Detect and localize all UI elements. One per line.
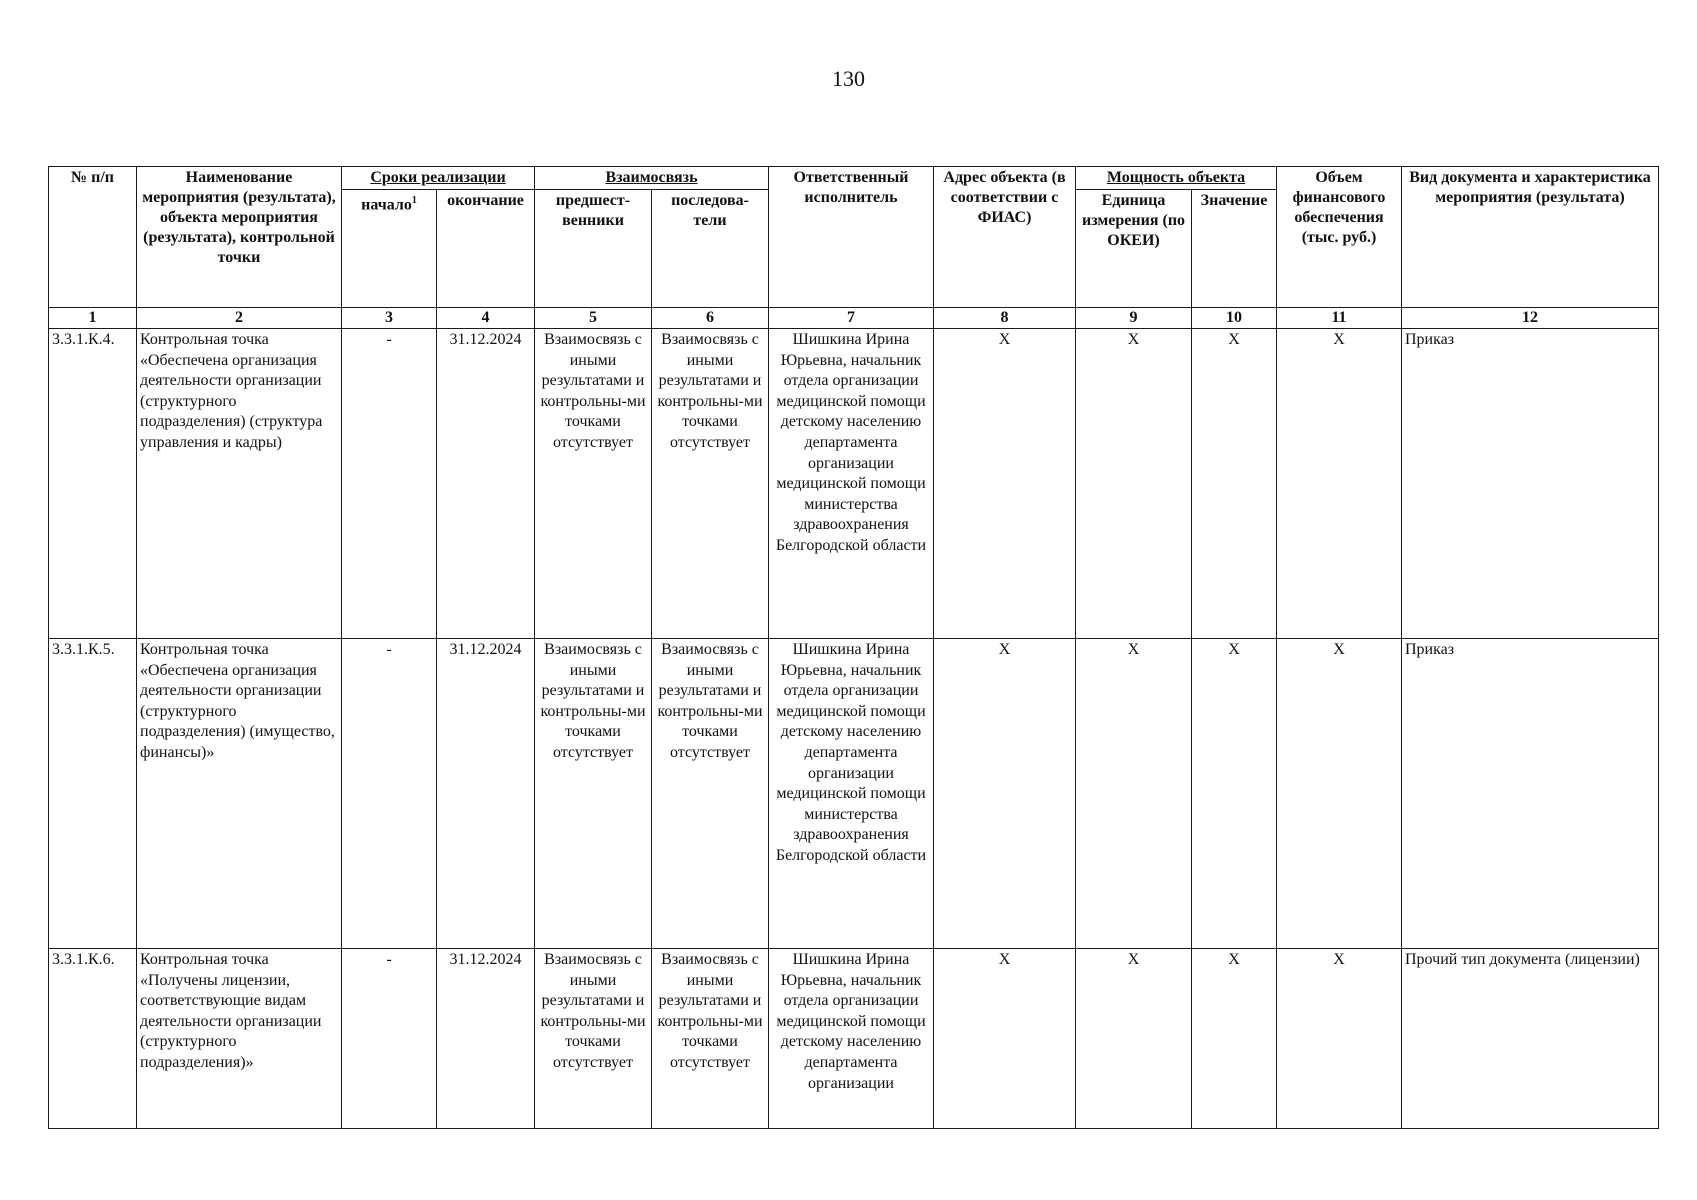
table-row — [49, 949, 1659, 1129]
header-row-1 — [49, 167, 1659, 190]
row-value: Х — [1192, 329, 1277, 639]
column-number: 11 — [1277, 308, 1402, 329]
row-responsible: Шишкина Ирина Юрьевна, начальник отдела организации медицинской помощи детскому населению департамента организации медицинской помощи министерства здравоохранения Белгородской области — [769, 639, 934, 949]
column-number: 7 — [769, 308, 934, 329]
header-name: Наименование мероприятия (результата), объекта мероприятия (результата), контрольной точки — [137, 167, 342, 308]
row-value: Х — [1192, 949, 1277, 1129]
row-successors: Взаимосвязь с иными результатами и контрольны-ми точками отсутствует — [652, 949, 769, 1129]
events-table — [48, 166, 1659, 1129]
header-successors: последова-тели — [652, 190, 769, 308]
column-number: 8 — [934, 308, 1076, 329]
row-doc-type: Прочий тип документа (лицензии) — [1402, 949, 1659, 1129]
row-end: 31.12.2024 — [437, 949, 535, 1129]
row-name: Контрольная точка «Получены лицензии, соответствующие видам деятельности организации (структурного подразделения)» — [137, 949, 342, 1129]
row-end: 31.12.2024 — [437, 639, 535, 949]
row-address: Х — [934, 639, 1076, 949]
row-funding: Х — [1277, 329, 1402, 639]
row-name: Контрольная точка «Обеспечена организация деятельности организации (структурного подразделения) (структура управления и кадры) — [137, 329, 342, 639]
header-end: окончание — [437, 190, 535, 308]
header-capacity: Мощность объекта — [1076, 167, 1277, 190]
row-predecessors: Взаимосвязь с иными результатами и контрольны-ми точками отсутствует — [535, 949, 652, 1129]
header-address: Адрес объекта (в соответствии с ФИАС) — [934, 167, 1076, 308]
row-unit: Х — [1076, 639, 1192, 949]
row-unit: Х — [1076, 949, 1192, 1129]
header-start-label: начало — [361, 196, 412, 214]
column-number: 1 — [49, 308, 137, 329]
column-number: 3 — [342, 308, 437, 329]
page-number: 130 — [832, 66, 865, 91]
header-start — [342, 190, 437, 308]
column-number: 5 — [535, 308, 652, 329]
column-number: 9 — [1076, 308, 1192, 329]
row-funding: Х — [1277, 639, 1402, 949]
column-number: 4 — [437, 308, 535, 329]
row-value: Х — [1192, 639, 1277, 949]
row-doc-type: Приказ — [1402, 639, 1659, 949]
header-responsible: Ответственный исполнитель — [769, 167, 934, 308]
header-timing: Сроки реализации — [342, 167, 535, 190]
row-address: Х — [934, 329, 1076, 639]
header-num: № п/п — [49, 167, 137, 308]
row-start: - — [342, 639, 437, 949]
column-number: 6 — [652, 308, 769, 329]
row-number: 3.3.1.К.5. — [49, 639, 137, 949]
row-start: - — [342, 949, 437, 1129]
row-responsible: Шишкина Ирина Юрьевна, начальник отдела организации медицинской помощи детскому населению департамента организации — [769, 949, 934, 1129]
row-responsible: Шишкина Ирина Юрьевна, начальник отдела организации медицинской помощи детскому населению департамента организации медицинской помощи министерства здравоохранения Белгородской области — [769, 329, 934, 639]
row-doc-type: Приказ — [1402, 329, 1659, 639]
header-funding: Объем финансового обеспечения (тыс. руб.) — [1277, 167, 1402, 308]
header-doc-type: Вид документа и характеристика мероприятия (результата) — [1402, 167, 1659, 308]
column-number: 10 — [1192, 308, 1277, 329]
header-value: Значение — [1192, 190, 1277, 308]
row-start: - — [342, 329, 437, 639]
table-row — [49, 639, 1659, 949]
column-number: 12 — [1402, 308, 1659, 329]
row-successors: Взаимосвязь с иными результатами и контрольны-ми точками отсутствует — [652, 639, 769, 949]
row-end: 31.12.2024 — [437, 329, 535, 639]
header-start-footnote: 1 — [411, 195, 417, 206]
row-number: 3.3.1.К.6. — [49, 949, 137, 1129]
column-number: 2 — [137, 308, 342, 329]
row-funding: Х — [1277, 949, 1402, 1129]
row-name: Контрольная точка «Обеспечена организация деятельности организации (структурного подразделения) (имущество, финансы)» — [137, 639, 342, 949]
table-row — [49, 329, 1659, 639]
row-unit: Х — [1076, 329, 1192, 639]
row-number: 3.3.1.К.4. — [49, 329, 137, 639]
header-unit: Единица измерения (по ОКЕИ) — [1076, 190, 1192, 308]
column-number-row — [49, 308, 1659, 329]
row-predecessors: Взаимосвязь с иными результатами и контрольны-ми точками отсутствует — [535, 639, 652, 949]
header-predecessors: предшест-венники — [535, 190, 652, 308]
row-predecessors: Взаимосвязь с иными результатами и контрольны-ми точками отсутствует — [535, 329, 652, 639]
header-relation: Взаимосвязь — [535, 167, 769, 190]
row-successors: Взаимосвязь с иными результатами и контрольны-ми точками отсутствует — [652, 329, 769, 639]
row-address: Х — [934, 949, 1076, 1129]
